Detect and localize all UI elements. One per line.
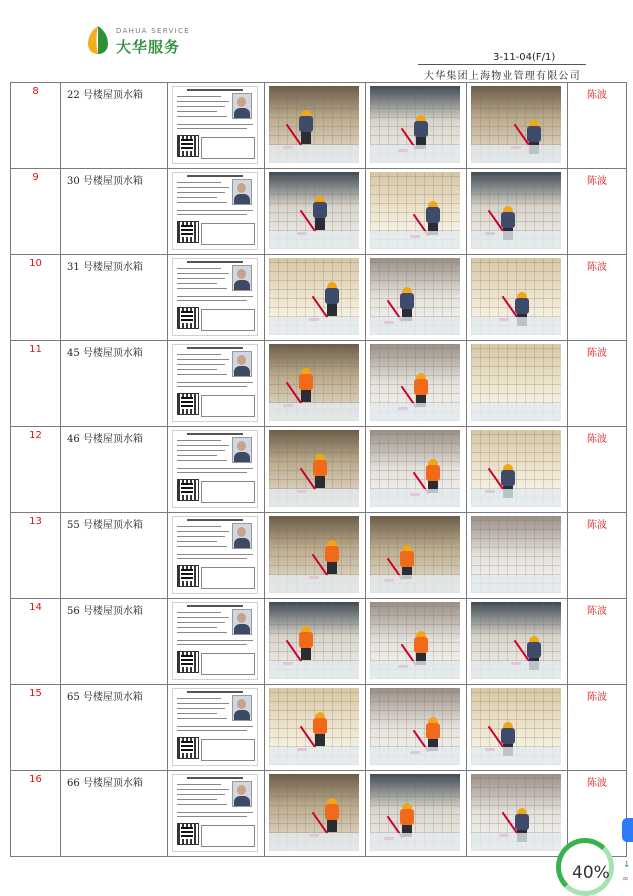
row-number: 13: [11, 513, 61, 599]
cleaning-photo: [370, 688, 460, 765]
cleaning-photo-cell: [265, 341, 366, 427]
company-logo: [86, 24, 216, 58]
row-number: 11: [11, 341, 61, 427]
company-name: 大华集团上海物业管理有限公司: [424, 71, 581, 82]
cleaning-photo-cell: [366, 169, 467, 255]
worker-photo: [232, 523, 252, 549]
side-panel-tab[interactable]: [622, 818, 633, 842]
responsible-person: 陈波: [568, 169, 627, 255]
cleaning-photo: [269, 258, 359, 335]
cleaning-photo-cell: [265, 599, 366, 685]
health-certificate-image: [172, 774, 258, 852]
health-certificate-image: [172, 602, 258, 680]
responsible-person: 陈波: [568, 427, 627, 513]
cleaning-photo: [370, 172, 460, 249]
side-more-icon[interactable]: ∞: [622, 874, 629, 883]
worker-photo: [232, 179, 252, 205]
responsible-person: 陈波: [568, 255, 627, 341]
row-number: 8: [11, 83, 61, 169]
cleaning-photo: [269, 688, 359, 765]
worker-photo: [232, 437, 252, 463]
health-certificate-image: [172, 430, 258, 508]
cleaning-photo-cell: [366, 83, 467, 169]
cleaning-photo: [370, 602, 460, 679]
certificate-cell: [168, 513, 265, 599]
table-row: [11, 599, 627, 685]
table-row: [11, 341, 627, 427]
responsible-person: 陈波: [568, 685, 627, 771]
certificate-cell: [168, 685, 265, 771]
cleaning-photo-cell: [467, 685, 568, 771]
cleaning-photo-cell: [467, 169, 568, 255]
cleaning-photo-cell: [467, 255, 568, 341]
table-row: [11, 427, 627, 513]
cleaning-photo-cell: [265, 771, 366, 857]
cleaning-photo-cell: [467, 83, 568, 169]
cleaning-photo: [471, 86, 561, 163]
cleaning-photo: [471, 602, 561, 679]
cleaning-photo-cell: [366, 427, 467, 513]
certificate-cell: [168, 427, 265, 513]
table-row: [11, 685, 627, 771]
health-certificate-image: [172, 258, 258, 336]
certificate-cell: [168, 341, 265, 427]
row-number: 14: [11, 599, 61, 685]
worker-photo: [232, 265, 252, 291]
health-certificate-image: [172, 516, 258, 594]
cleaning-photo: [370, 86, 460, 163]
cleaning-photo: [370, 258, 460, 335]
row-number: 9: [11, 169, 61, 255]
cleaning-photo-cell: [366, 513, 467, 599]
responsible-person: 陈波: [568, 513, 627, 599]
progress-label: 40%: [572, 863, 610, 883]
cleaning-photo-cell: [366, 255, 467, 341]
cleaning-photo-cell: [467, 771, 568, 857]
responsible-person: 陈波: [568, 341, 627, 427]
cleaning-photo-cell: [467, 599, 568, 685]
cleaning-photo-cell: [265, 427, 366, 513]
download-arrow-icon[interactable]: ↓: [623, 860, 631, 870]
cleaning-photo: [269, 172, 359, 249]
responsible-person: 陈波: [568, 83, 627, 169]
cleaning-photo: [471, 258, 561, 335]
cleaning-photo-cell: [467, 341, 568, 427]
logo-chinese-text: 大华服务: [116, 38, 181, 56]
cleaning-photo: [269, 344, 359, 421]
worker-photo: [232, 609, 252, 635]
cleaning-photo: [471, 430, 561, 507]
cleaning-photo: [471, 516, 561, 593]
certificate-cell: [168, 771, 265, 857]
cleaning-photo-cell: [265, 513, 366, 599]
tank-location: 22 号楼屋顶水箱: [61, 83, 168, 169]
cleaning-photo-cell: [366, 685, 467, 771]
cleaning-photo-cell: [366, 771, 467, 857]
cleaning-photo-cell: [366, 599, 467, 685]
cleaning-photo: [471, 774, 561, 851]
cleaning-photo: [370, 516, 460, 593]
cleaning-photo: [269, 516, 359, 593]
row-number: 12: [11, 427, 61, 513]
cleaning-photo: [471, 344, 561, 421]
tank-location: 45 号楼屋顶水箱: [61, 341, 168, 427]
cleaning-photo: [370, 430, 460, 507]
certificate-cell: [168, 599, 265, 685]
cleaning-photo-cell: [265, 685, 366, 771]
row-number: 16: [11, 771, 61, 857]
table-row: [11, 169, 627, 255]
progress-badge: [556, 838, 614, 896]
cleaning-photo-cell: [467, 513, 568, 599]
worker-photo: [232, 351, 252, 377]
health-certificate-image: [172, 344, 258, 422]
responsible-person: 陈波: [568, 599, 627, 685]
cleaning-photo-cell: [265, 255, 366, 341]
table-row: [11, 83, 627, 169]
logo-english-text: DAHUA SERVICE: [116, 27, 190, 35]
certificate-cell: [168, 255, 265, 341]
health-certificate-image: [172, 688, 258, 766]
cleaning-photo: [370, 774, 460, 851]
cleaning-photo: [269, 774, 359, 851]
document-number: 3-11-04(F/1): [493, 52, 556, 63]
cleaning-photo: [269, 86, 359, 163]
tank-location: 30 号楼屋顶水箱: [61, 169, 168, 255]
inspection-table: [10, 82, 627, 857]
worker-photo: [232, 695, 252, 721]
tank-location: 56 号楼屋顶水箱: [61, 599, 168, 685]
header-divider: [418, 64, 586, 65]
worker-photo: [232, 781, 252, 807]
table-row: [11, 255, 627, 341]
cleaning-photo-cell: [366, 341, 467, 427]
tank-location: 65 号楼屋顶水箱: [61, 685, 168, 771]
worker-photo: [232, 93, 252, 119]
dahua-logo-mark-icon: [86, 24, 110, 56]
responsible-person: 陈波: [568, 771, 627, 857]
table-row: [11, 513, 627, 599]
cleaning-photo: [269, 602, 359, 679]
cleaning-photo-cell: [467, 427, 568, 513]
cleaning-photo-cell: [265, 83, 366, 169]
cleaning-photo: [269, 430, 359, 507]
certificate-cell: [168, 169, 265, 255]
health-certificate-image: [172, 86, 258, 164]
cleaning-photo: [471, 688, 561, 765]
row-number: 10: [11, 255, 61, 341]
cleaning-photo-cell: [265, 169, 366, 255]
tank-location: 46 号楼屋顶水箱: [61, 427, 168, 513]
cleaning-photo: [370, 344, 460, 421]
certificate-cell: [168, 83, 265, 169]
tank-location: 31 号楼屋顶水箱: [61, 255, 168, 341]
tank-location: 66 号楼屋顶水箱: [61, 771, 168, 857]
tank-location: 55 号楼屋顶水箱: [61, 513, 168, 599]
health-certificate-image: [172, 172, 258, 250]
row-number: 15: [11, 685, 61, 771]
table-row: [11, 771, 627, 857]
cleaning-photo: [471, 172, 561, 249]
